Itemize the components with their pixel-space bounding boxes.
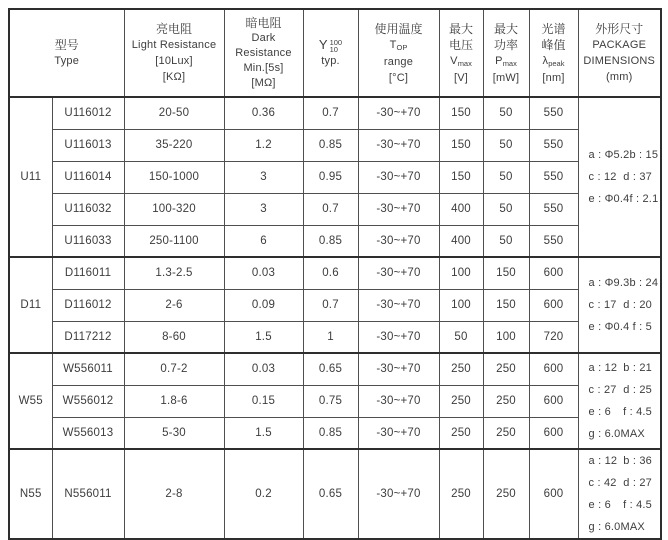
value-cell-lambda-peak: 550 <box>529 193 578 225</box>
model-cell: N556011 <box>52 449 124 539</box>
gamma-symbol <box>304 37 358 53</box>
temp-header-cn: 使用温度 <box>374 21 423 36</box>
value-cell-lambda-peak: 550 <box>529 97 578 129</box>
light-header-cn: 亮电阻 <box>155 22 192 36</box>
value-cell-dark-resistance: 0.09 <box>224 289 303 321</box>
package-dimensions-cell <box>578 353 661 449</box>
group-label-w55: W55 <box>9 353 52 449</box>
wavelength-header-unit: [nm] <box>542 71 565 84</box>
package-dim-line <box>579 423 661 445</box>
table-row <box>9 97 661 129</box>
model-cell: D117212 <box>52 321 124 353</box>
value-cell-dark-resistance: 6 <box>224 225 303 257</box>
value-cell-lambda-peak: 600 <box>529 289 578 321</box>
value-cell-dark-resistance: 1.2 <box>224 129 303 161</box>
value-cell-light-resistance: 100-320 <box>124 193 224 225</box>
value-cell-vmax: 150 <box>439 129 483 161</box>
value-cell-vmax: 250 <box>439 449 483 539</box>
model-cell: U116013 <box>52 129 124 161</box>
package-dim: a : Φ5.2 <box>588 149 630 161</box>
photoresistor-spec-table <box>8 8 662 540</box>
table-row <box>9 161 661 193</box>
package-dim-line <box>579 494 661 516</box>
voltage-header-unit: [V] <box>453 71 469 84</box>
value-cell-lambda-peak: 600 <box>529 353 578 385</box>
dark-header-line: Dark <box>251 32 276 44</box>
value-cell-light-resistance: 250-1100 <box>124 225 224 257</box>
table-row <box>9 257 661 289</box>
power-symbol: Pmax <box>495 54 517 68</box>
value-cell-pmax: 250 <box>483 385 529 417</box>
value-cell-temp-range: -30~+70 <box>358 193 439 225</box>
model-cell: U116033 <box>52 225 124 257</box>
package-dim: d : 20 <box>623 299 652 311</box>
col-header-peak-wavelength <box>529 9 578 97</box>
package-dim-line <box>579 450 661 472</box>
col-header-max-power <box>483 9 529 97</box>
table-row <box>9 385 661 417</box>
value-cell-vmax: 400 <box>439 193 483 225</box>
value-cell-gamma: 0.95 <box>303 161 358 193</box>
package-dim: c : 42 <box>588 477 617 489</box>
value-cell-lambda-peak: 600 <box>529 417 578 449</box>
value-cell-pmax: 100 <box>483 321 529 353</box>
package-dim-line <box>579 188 661 210</box>
value-cell-pmax: 250 <box>483 449 529 539</box>
temp-header-unit: [°C] <box>388 71 409 84</box>
dark-header-cn: 暗电阻 <box>245 16 282 30</box>
package-dimensions-cell <box>578 257 661 353</box>
value-cell-temp-range: -30~+70 <box>358 353 439 385</box>
value-cell-dark-resistance: 0.2 <box>224 449 303 539</box>
package-dim: b : 15 <box>629 149 659 161</box>
value-cell-lambda-peak: 550 <box>529 161 578 193</box>
wavelength-symbol: λpeak <box>542 54 565 68</box>
value-cell-lambda-peak: 600 <box>529 449 578 539</box>
package-dim: b : 21 <box>623 362 652 374</box>
package-dim: f : 5 <box>632 321 652 333</box>
header-row <box>9 9 661 97</box>
model-cell: W556013 <box>52 417 124 449</box>
value-cell-light-resistance: 1.3-2.5 <box>124 257 224 289</box>
value-cell-vmax: 150 <box>439 97 483 129</box>
value-cell-pmax: 250 <box>483 417 529 449</box>
package-dim: e : Φ0.4 <box>588 321 630 333</box>
value-cell-temp-range: -30~+70 <box>358 129 439 161</box>
value-cell-temp-range: -30~+70 <box>358 321 439 353</box>
table-row <box>9 321 661 353</box>
value-cell-light-resistance: 1.8-6 <box>124 385 224 417</box>
value-cell-light-resistance: 150-1000 <box>124 161 224 193</box>
package-dim-line <box>579 379 661 401</box>
package-dim: e : 6 <box>588 499 611 511</box>
power-header-unit: [mW] <box>492 71 520 84</box>
model-cell: U116014 <box>52 161 124 193</box>
value-cell-light-resistance: 2-8 <box>124 449 224 539</box>
table-body <box>9 97 661 539</box>
package-dim: g : 6.0MAX <box>588 428 645 440</box>
package-header-cn: 外形尺寸 <box>595 22 644 36</box>
package-header-line: PACKAGE <box>592 39 647 51</box>
package-dim-line <box>579 401 661 423</box>
value-cell-light-resistance: 2-6 <box>124 289 224 321</box>
package-dim: d : 25 <box>623 384 652 396</box>
group-label-d11: D11 <box>9 257 52 353</box>
col-header-package-dimensions <box>578 9 661 97</box>
value-cell-gamma: 0.65 <box>303 449 358 539</box>
value-cell-vmax: 250 <box>439 353 483 385</box>
package-dim-line <box>579 516 661 538</box>
col-header-max-voltage <box>439 9 483 97</box>
value-cell-light-resistance: 8-60 <box>124 321 224 353</box>
model-cell: D116012 <box>52 289 124 321</box>
value-cell-lambda-peak: 550 <box>529 129 578 161</box>
col-header-gamma <box>303 9 358 97</box>
package-dim: e : Φ0.4 <box>588 193 630 205</box>
package-dim: d : 37 <box>623 171 652 183</box>
package-dim-line <box>579 272 661 294</box>
package-dim: c : 12 <box>588 171 617 183</box>
package-header-line: DIMENSIONS <box>583 55 656 67</box>
value-cell-light-resistance: 20-50 <box>124 97 224 129</box>
group-label-n55: N55 <box>9 449 52 539</box>
wavelength-header-cn: 光谱 <box>541 21 566 36</box>
value-cell-gamma: 0.75 <box>303 385 358 417</box>
col-header-light-resistance <box>124 9 224 97</box>
table-row <box>9 193 661 225</box>
value-cell-gamma: 0.7 <box>303 97 358 129</box>
type-header-en: Type <box>54 55 80 67</box>
package-dim: b : 36 <box>623 455 652 467</box>
value-cell-gamma: 0.7 <box>303 193 358 225</box>
package-dim-line <box>579 357 661 379</box>
value-cell-dark-resistance: 1.5 <box>224 321 303 353</box>
table-row <box>9 417 661 449</box>
value-cell-lambda-peak: 550 <box>529 225 578 257</box>
package-dim: a : Φ9.3 <box>588 277 630 289</box>
temp-symbol: TOP <box>389 38 408 52</box>
value-cell-light-resistance: 5-30 <box>124 417 224 449</box>
package-dim: e : 6 <box>588 406 611 418</box>
model-cell: W556012 <box>52 385 124 417</box>
value-cell-gamma: 0.85 <box>303 129 358 161</box>
table-row <box>9 129 661 161</box>
value-cell-gamma: 1 <box>303 321 358 353</box>
package-dim: f : 4.5 <box>623 499 652 511</box>
value-cell-dark-resistance: 0.15 <box>224 385 303 417</box>
value-cell-pmax: 150 <box>483 257 529 289</box>
value-cell-gamma: 0.85 <box>303 417 358 449</box>
value-cell-gamma: 0.85 <box>303 225 358 257</box>
value-cell-vmax: 400 <box>439 225 483 257</box>
table-header <box>9 9 661 97</box>
voltage-symbol: Vmax <box>450 54 472 68</box>
package-dim-line <box>579 166 661 188</box>
value-cell-lambda-peak: 600 <box>529 385 578 417</box>
value-cell-temp-range: -30~+70 <box>358 449 439 539</box>
dark-header-line: Min.[5s] <box>243 62 284 74</box>
value-cell-gamma: 0.6 <box>303 257 358 289</box>
package-dim-line <box>579 472 661 494</box>
value-cell-dark-resistance: 3 <box>224 161 303 193</box>
col-header-temp-range <box>358 9 439 97</box>
value-cell-temp-range: -30~+70 <box>358 161 439 193</box>
value-cell-vmax: 250 <box>439 417 483 449</box>
value-cell-lambda-peak: 600 <box>529 257 578 289</box>
model-cell: U116012 <box>52 97 124 129</box>
package-dim: f : 4.5 <box>623 406 652 418</box>
dark-header-line: Resistance <box>235 47 292 59</box>
value-cell-pmax: 150 <box>483 289 529 321</box>
voltage-header-cn: 电压 <box>448 37 473 52</box>
value-cell-vmax: 150 <box>439 161 483 193</box>
power-header-cn: 功率 <box>493 37 518 52</box>
value-cell-vmax: 100 <box>439 257 483 289</box>
package-dim: a : 12 <box>588 455 618 467</box>
package-dimensions-cell <box>578 97 661 257</box>
model-cell: W556011 <box>52 353 124 385</box>
table-row <box>9 289 661 321</box>
value-cell-pmax: 50 <box>483 161 529 193</box>
voltage-header-cn: 最大 <box>448 21 473 36</box>
value-cell-temp-range: -30~+70 <box>358 417 439 449</box>
value-cell-dark-resistance: 0.36 <box>224 97 303 129</box>
value-cell-temp-range: -30~+70 <box>358 225 439 257</box>
value-cell-pmax: 250 <box>483 353 529 385</box>
value-cell-pmax: 50 <box>483 129 529 161</box>
table-row <box>9 449 661 539</box>
package-dim: f : 2.1 <box>629 193 659 205</box>
value-cell-temp-range: -30~+70 <box>358 257 439 289</box>
col-header-dark-resistance <box>224 9 303 97</box>
value-cell-gamma: 0.65 <box>303 353 358 385</box>
value-cell-dark-resistance: 0.03 <box>224 257 303 289</box>
temp-header-line: range <box>383 55 414 68</box>
value-cell-light-resistance: 0.7-2 <box>124 353 224 385</box>
value-cell-vmax: 250 <box>439 385 483 417</box>
table-row <box>9 225 661 257</box>
table-row <box>9 353 661 385</box>
value-cell-pmax: 50 <box>483 225 529 257</box>
package-dim: c : 17 <box>588 299 617 311</box>
package-dim: a : 12 <box>588 362 618 374</box>
package-dim-line <box>579 294 661 316</box>
power-header-cn: 最大 <box>493 21 518 36</box>
value-cell-dark-resistance: 1.5 <box>224 417 303 449</box>
value-cell-dark-resistance: 0.03 <box>224 353 303 385</box>
package-dimensions-cell <box>578 449 661 539</box>
group-label-u11: U11 <box>9 97 52 257</box>
package-dim: g : 6.0MAX <box>588 521 645 533</box>
value-cell-gamma: 0.7 <box>303 289 358 321</box>
value-cell-temp-range: -30~+70 <box>358 289 439 321</box>
dark-header-line: [MΩ] <box>251 77 276 89</box>
gamma-numerator: 100 <box>329 37 343 47</box>
value-cell-vmax: 100 <box>439 289 483 321</box>
model-cell: U116032 <box>52 193 124 225</box>
col-header-type <box>9 9 124 97</box>
light-header-line: [10Lux] <box>155 55 193 67</box>
gamma-ratio <box>330 39 343 53</box>
value-cell-lambda-peak: 720 <box>529 321 578 353</box>
package-dim-line <box>579 316 661 338</box>
package-dim: d : 27 <box>623 477 652 489</box>
type-header-cn: 型号 <box>54 38 79 52</box>
gamma-denominator: 10 <box>329 44 338 54</box>
value-cell-pmax: 50 <box>483 97 529 129</box>
package-dim: c : 27 <box>588 384 617 396</box>
value-cell-dark-resistance: 3 <box>224 193 303 225</box>
value-cell-light-resistance: 35-220 <box>124 129 224 161</box>
package-dim-line <box>579 144 661 166</box>
package-dim: b : 24 <box>629 277 659 289</box>
wavelength-header-cn: 峰值 <box>541 37 566 52</box>
value-cell-temp-range: -30~+70 <box>358 97 439 129</box>
value-cell-temp-range: -30~+70 <box>358 385 439 417</box>
package-header-line: (mm) <box>606 71 633 83</box>
value-cell-pmax: 50 <box>483 193 529 225</box>
light-header-line: [KΩ] <box>162 71 186 83</box>
value-cell-vmax: 50 <box>439 321 483 353</box>
light-header-line: Light Resistance <box>131 39 217 51</box>
gamma-typ-label: typ. <box>321 55 340 67</box>
model-cell: D116011 <box>52 257 124 289</box>
gamma-letter: Y <box>318 37 328 52</box>
